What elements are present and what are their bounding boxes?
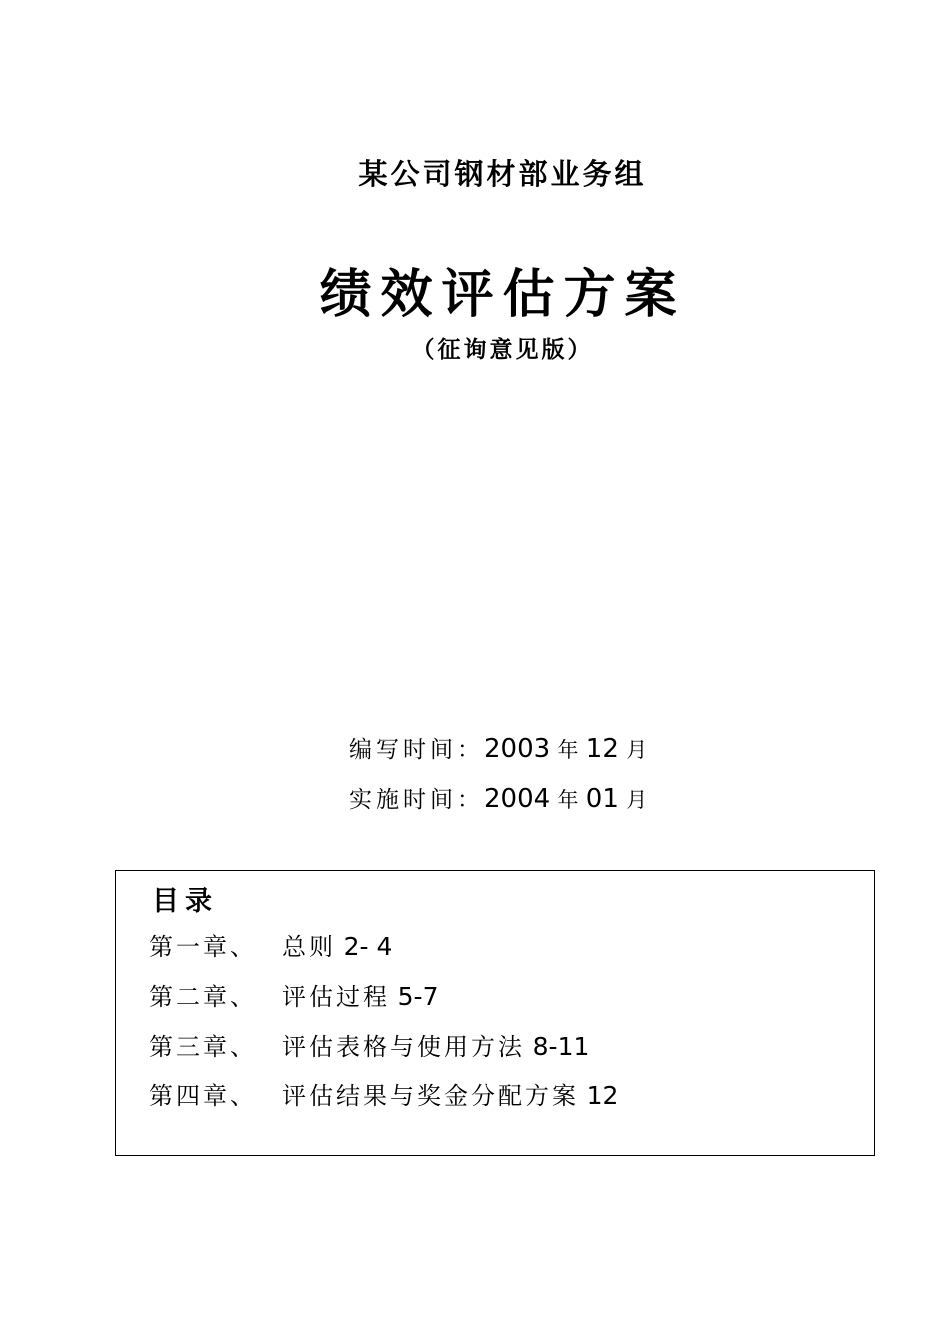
written-month-unit: 月 (626, 738, 648, 762)
toc-chapter-number: 第二章、 (149, 983, 257, 1011)
document-subtitle: （征询意见版） (411, 336, 594, 363)
implement-date (349, 781, 647, 814)
toc-chapter-title: 总则 (282, 933, 336, 961)
document-title: 绩效评估方案 (319, 264, 686, 325)
toc-chapter-number: 第三章、 (149, 1033, 257, 1061)
implement-year: 2004 (484, 784, 551, 814)
written-year: 2003 (484, 734, 551, 764)
toc-chapter-title: 评估表格与使用方法 (282, 1033, 525, 1061)
implement-date-label: 实施时间： (349, 787, 484, 813)
organization-name: 某公司钢材部业务组 (358, 157, 647, 191)
toc-page-range: 5-7 (397, 982, 439, 1011)
written-date (349, 731, 647, 764)
toc-chapter-title: 评估结果与奖金分配方案 (282, 1082, 579, 1110)
toc-item (149, 1076, 618, 1111)
implement-month-unit: 月 (626, 788, 648, 812)
toc-chapter-number: 第一章、 (149, 933, 257, 961)
implement-year-unit: 年 (557, 788, 579, 812)
toc-page-range: 8-11 (532, 1032, 590, 1061)
toc-page-range: 12 (586, 1081, 619, 1110)
written-month: 12 (585, 734, 619, 764)
written-year-unit: 年 (557, 738, 579, 762)
implement-month: 01 (585, 784, 619, 814)
toc-chapter-title: 评估过程 (282, 983, 390, 1011)
toc-page-range: 2- 4 (343, 932, 393, 961)
toc-heading: 目录 (152, 886, 218, 917)
toc-chapter-number: 第四章、 (149, 1082, 257, 1110)
toc-item (149, 927, 392, 962)
written-date-label: 编写时间： (349, 737, 484, 763)
table-of-contents (115, 870, 875, 1156)
toc-item (149, 1027, 589, 1062)
toc-item (149, 977, 438, 1012)
